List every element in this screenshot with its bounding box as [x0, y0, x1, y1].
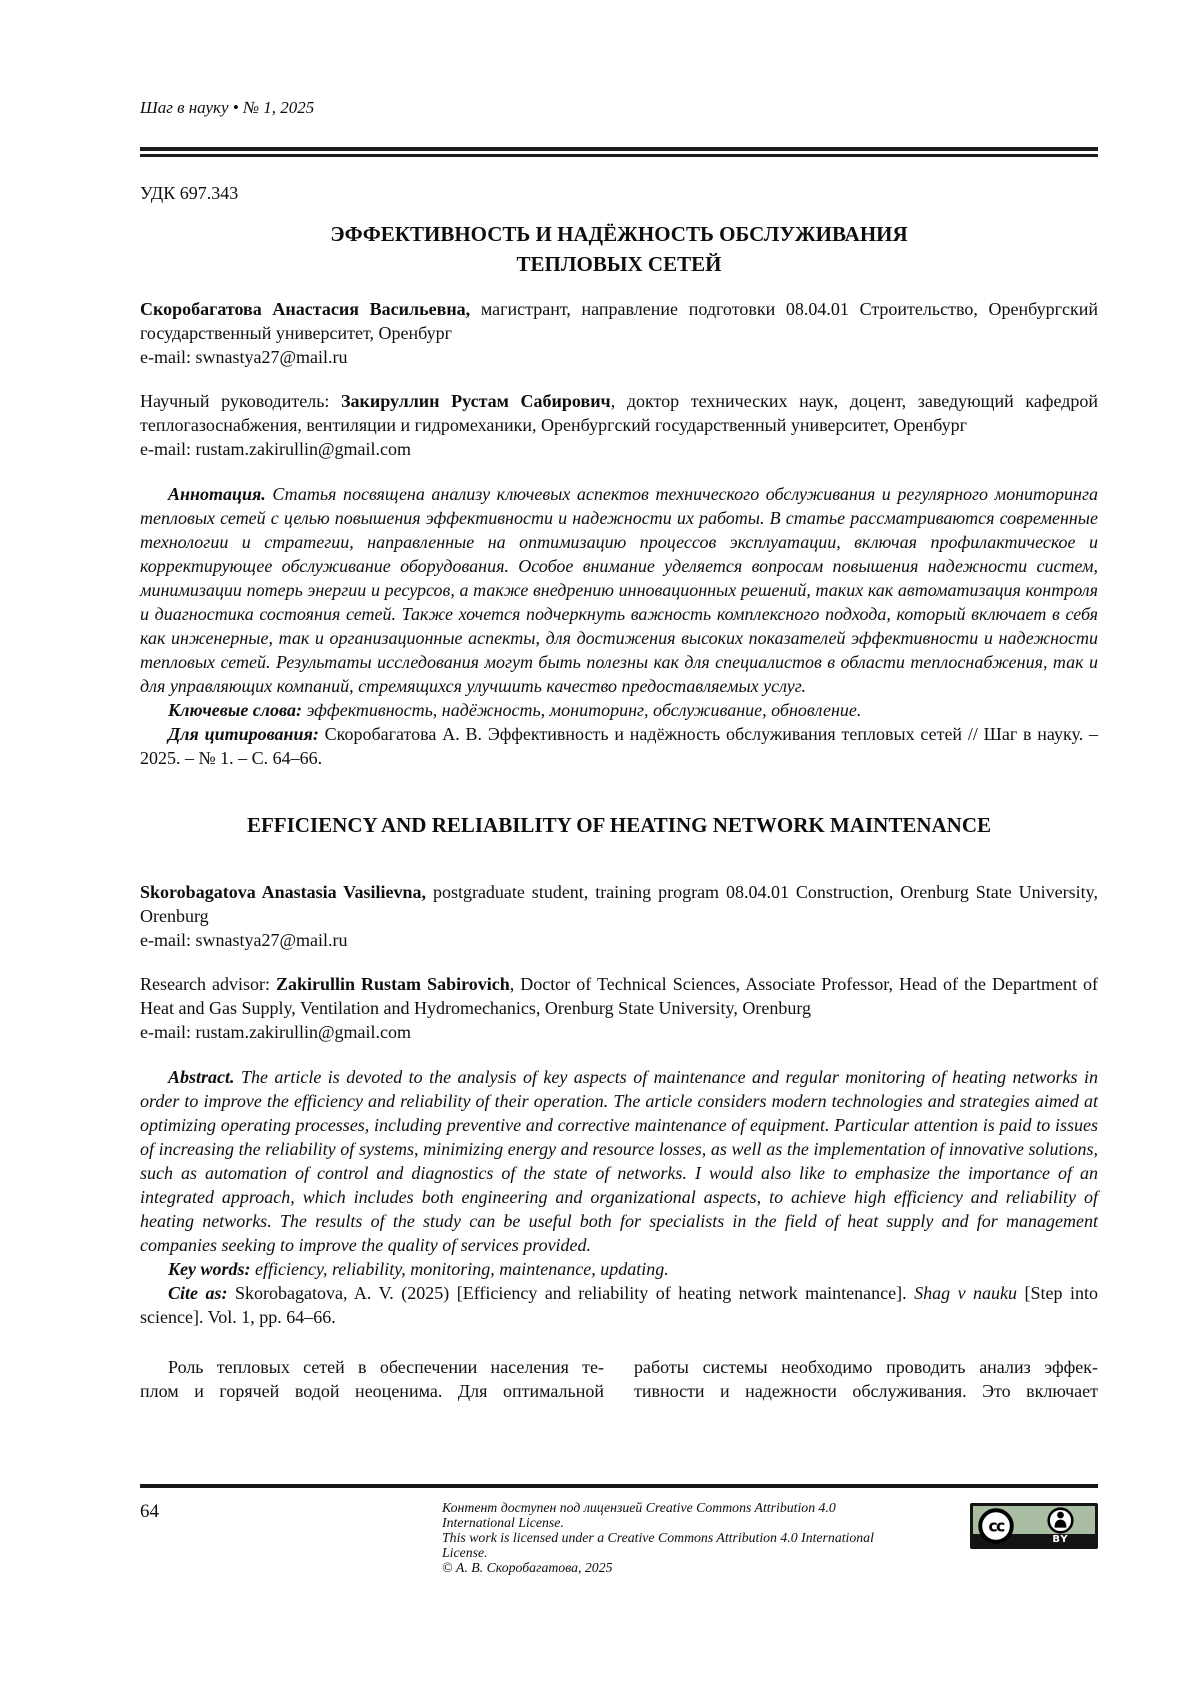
citation-journal-en: Shag v nauku: [914, 1283, 1018, 1303]
citation-label-en: Cite as:: [168, 1283, 228, 1303]
author-block-ru: [140, 297, 1098, 369]
advisor-affiliation-ru: , доктор технических наук, доцент, заведующий кафедрой теплогазоснабжения, вентиляции и гидромеханики, Оренбургский государственный университет, Оренбург: [140, 391, 1099, 435]
article-title-en: EFFICIENCY AND RELIABILITY OF HEATING NETWORK MAINTENANCE: [246, 813, 992, 837]
citation-ru: [140, 722, 1098, 770]
page-footer: [140, 1484, 1098, 1577]
citation-en: [140, 1281, 1098, 1329]
header-double-rule: [140, 147, 1098, 157]
keywords-text-ru: эффективность, надёжность, мониторинг, обслуживание, обновление.: [301, 700, 862, 720]
body-column-right: [634, 1355, 1098, 1403]
author-affiliation-en: postgraduate student, training program 08.04.01 Construction, Orenburg State University, Orenburg: [140, 882, 1099, 926]
citation-text-en-post: [Step into science]. Vol. 1, pp. 64–66.: [140, 1283, 1099, 1327]
citation-label-ru: Для цитирования:: [168, 724, 319, 744]
abstract-en: [140, 1065, 1098, 1257]
keywords-label-ru: Ключевые слова:: [168, 700, 302, 720]
advisor-name-ru: Закируллин Рустам Сабирович: [341, 391, 611, 411]
running-head: Шаг в науку • № 1, 2025: [140, 98, 315, 117]
advisor-prefix-en: Research advisor:: [140, 974, 276, 994]
body-line: Роль тепловых сетей в обеспечении населения те-: [168, 1357, 604, 1377]
author-affiliation-ru: магистрант, направление подготовки 08.04.01 Строительство, Оренбургский государственный университет, Оренбург: [140, 299, 1098, 343]
by-label: BY: [1052, 1534, 1069, 1545]
copyright-line: © А. В. Скоробагатова, 2025: [442, 1560, 613, 1576]
advisor-email-en: e-mail: rustam.zakirullin@gmail.com: [140, 1022, 412, 1042]
author-email-ru: e-mail: swnastya27@mail.ru: [140, 347, 348, 367]
keywords-label-en: Key words:: [168, 1259, 251, 1279]
footer-rule: [140, 1484, 1098, 1488]
advisor-block-ru: [140, 389, 1098, 461]
abstract-text-ru: Статья посвящена анализу ключевых аспектов технического обслуживания и регулярного мониторинга тепловых сетей с целью повышения эффективности и надежности их работы. В статье рассматриваются современные технологии и стратегии, направленные на оптимизацию процессов эксплуатации, включая профилактическое и корректирующее обслуживание оборудования. Особое внимание уделяется вопросам повышения надежности систем, минимизации потерь энергии и ресурсов, а также внедрению инновационных решений, таких как автоматизация контроля и диагностика состояния сетей. Также хочется подчеркнуть важность комплексного подхода, который включает в себя как инженерные, так и организационные аспекты, для достижения высоких показателей эффективности и надежности тепловых сетей. Результаты исследования могут быть полезны как для специалистов в области теплоснабжения, так и для управляющих компаний, стремящихся улучшить качество предоставляемых услуг.: [140, 484, 1098, 696]
author-name-en: Skorobagatova Anastasia Vasilievna,: [140, 882, 427, 902]
advisor-block-en: [140, 972, 1098, 1044]
body-line: работы системы необходимо проводить анализ эффек-: [634, 1357, 1098, 1377]
license-line-ru: Контент доступен под лицензией Creative Commons Attribution 4.0 International License.: [442, 1500, 836, 1530]
author-email-en: e-mail: swnastya27@mail.ru: [140, 930, 348, 950]
advisor-name-en: Zakirullin Rustam Sabirovich: [276, 974, 510, 994]
abstract-ru: [140, 482, 1098, 698]
body-line: плом и горячей водой неоценима. Для оптимальной: [140, 1381, 604, 1401]
svg-text:cc: cc: [988, 1516, 1004, 1536]
advisor-email-ru: e-mail: rustam.zakirullin@gmail.com: [140, 439, 412, 459]
keywords-en: [140, 1257, 1098, 1281]
body-column-left: [140, 1355, 604, 1403]
udc-code: УДК 697.343: [140, 183, 239, 203]
person-icon: [1047, 1507, 1074, 1534]
abstract-label-en: Abstract.: [168, 1067, 235, 1087]
license-block: [442, 1501, 902, 1577]
cc-by-badge: [970, 1503, 1098, 1549]
author-block-en: [140, 880, 1098, 952]
citation-text-en-pre: Skorobagatova, A. V. (2025) [Efficiency and reliability of heating network maintenance].: [227, 1283, 915, 1303]
article-title-ru-line2: ТЕПЛОВЫХ СЕТЕЙ: [516, 252, 722, 276]
citation-text-ru: Скоробагатова А. В. Эффективность и надёжность обслуживания тепловых сетей // Шаг в науку. – 2025. – № 1. – С. 64–66.: [140, 724, 1098, 768]
keywords-ru: [140, 698, 1098, 722]
abstract-label-ru: Аннотация.: [168, 484, 266, 504]
advisor-prefix-ru: Научный руководитель:: [140, 391, 342, 411]
article-title-ru-line1: ЭФФЕКТИВНОСТЬ И НАДЁЖНОСТЬ ОБСЛУЖИВАНИЯ: [330, 222, 908, 246]
cc-icon: [978, 1508, 1014, 1544]
page-number: 64: [140, 1501, 159, 1522]
body-two-columns: [140, 1355, 1098, 1403]
article-title-ru: [140, 219, 1098, 279]
footer-row: [140, 1501, 1098, 1577]
author-name-ru: Скоробагатова Анастасия Васильевна,: [140, 299, 471, 319]
abstract-text-en: The article is devoted to the analysis of key aspects of maintenance and regular monitoring of heating networks in order to improve the efficiency and reliability of their operation. The article considers modern technologies and strategies aimed at optimizing operating processes, including preventive and corrective maintenance of equipment. Particular attention is paid to issues of increasing the reliability of systems, minimizing energy and resource losses, as well as the implementation of innovative solutions, such as automation of control and diagnostics of the state of networks. I would also like to emphasize the importance of an integrated approach, which includes both engineering and organizational aspects, to achieve high efficiency and reliability of heating networks. The results of the study can be useful both for specialists in the field of heat supply and for management companies seeking to improve the quality of services provided.: [140, 1067, 1098, 1255]
page-content: [140, 0, 1098, 1403]
keywords-text-en: efficiency, reliability, monitoring, maintenance, updating.: [250, 1259, 669, 1279]
body-line: тивности и надежности обслуживания. Это включает: [634, 1381, 1098, 1401]
license-line-en: This work is licensed under a Creative Commons Attribution 4.0 International License.: [442, 1530, 874, 1560]
advisor-affiliation-en: , Doctor of Technical Sciences, Associate Professor, Head of the Department of Heat and Gas Supply, Ventilation and Hydromechanics, Orenburg State University, Orenburg: [140, 974, 1098, 1018]
